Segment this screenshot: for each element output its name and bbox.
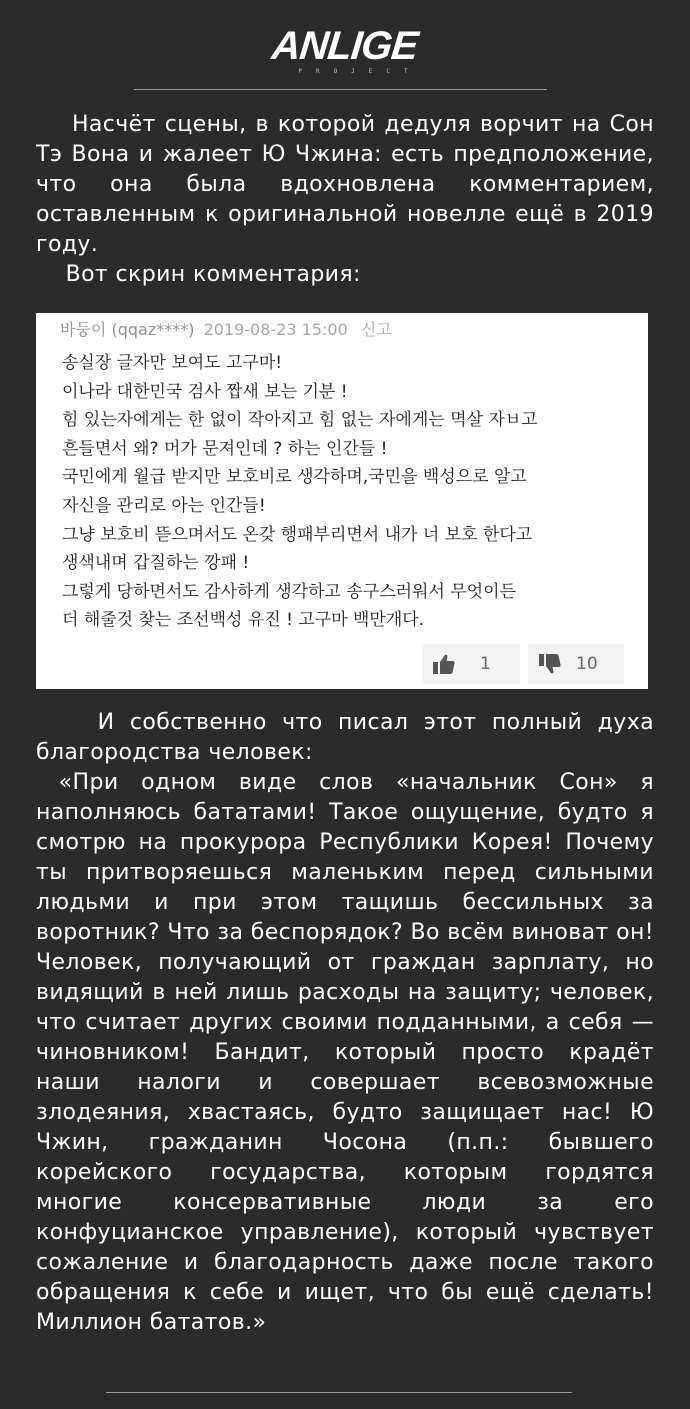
like-button[interactable] bbox=[422, 644, 520, 684]
comment-datetime: 2019-08-23 15:00 bbox=[203, 320, 348, 339]
comment-line: 그냥 보호비 뜯으며서도 온갖 행패부리면서 내가 너 보호 한다고 bbox=[62, 524, 533, 545]
report-link[interactable]: 신고 bbox=[360, 320, 392, 339]
comment-user-id: (qqaz****) bbox=[111, 320, 195, 339]
comment-line: 더 해줄것 찾는 조선백성 유진 ! 고구마 백만개다. bbox=[62, 610, 425, 631]
intro-text bbox=[36, 110, 662, 290]
bottom-divider bbox=[106, 1392, 572, 1393]
comment-line: 흔들면서 왜? 머가 문져인데 ? 하는 인간들 ! bbox=[62, 438, 388, 459]
logo-text: ANLIGE bbox=[270, 24, 420, 68]
comment-username: 바둥이 bbox=[60, 320, 107, 339]
intro-paragraph: Насчёт сцены, в которой дедуля ворчит на Сон Тэ Вона и жалеет Ю Чжина: есть предположение, что она была вдохновлена комментарием, оставленным к оригинальной новелле ещё в 2019 году. bbox=[36, 112, 662, 257]
dislike-button[interactable] bbox=[528, 644, 624, 684]
comment-screenshot bbox=[36, 313, 648, 689]
comment-line: 송실장 글자만 보여도 고구마! bbox=[62, 353, 283, 373]
logo-subtitle: PROJECT bbox=[298, 68, 422, 75]
comment-line: 힘 있는자에게는 한 없이 작아지고 힘 없는 자에게는 멱살 자ㅂ고 bbox=[62, 410, 538, 431]
comment-line: 국민에게 월급 받지만 보호비로 생각하며,국민을 백성으로 알고 bbox=[62, 467, 527, 488]
translation-intro: И собственно что писал этот полный духа благородства человек: bbox=[36, 710, 662, 765]
top-divider bbox=[134, 89, 547, 90]
comment-line: 생색내며 갑질하는 깡패 ! bbox=[62, 553, 250, 574]
translation-quote: «При одном виде слов «начальник Сон» я наполняюсь бататами! Такое ощущение, будто я смотрю на прокурора Республики Корея! Почему ты притворяешься маленьким перед сильными людьми и при этом тащишь бессильных за воротник? Что за беспорядок? Во всём виноват он! Человек, получающий от граждан зарплату, но видящий в ней лишь расходы на защиту; человек, что считает других своими подданными, а себя — чиновником! Бандит, который просто крадёт наши налоги и совершает всевозможные злодеяния, хвастаясь, будто защищает нас! Ю Чжин, гражданин Чосона (п.п.: бывшего корейского государства, которым гордятся многие консервативные люди за его конфуцианское управление), который чувствует сожаление и благодарность даже после такого обращения к себе и ищет, что бы ещё сделать! Миллион бататов.» bbox=[36, 770, 662, 1335]
intro-paragraph-screenshot-note: Вот скрин комментария: bbox=[36, 262, 361, 287]
comment-line: 그렇게 당하면서도 감사하게 생각하고 송구스러워서 무엇이든 bbox=[62, 581, 516, 602]
thumbs-up-icon bbox=[432, 653, 456, 675]
comment-line: 자신을 관리로 아는 인간들! bbox=[62, 495, 266, 516]
translation-text bbox=[36, 708, 662, 1338]
logo bbox=[0, 26, 690, 75]
thumbs-down-icon bbox=[538, 653, 562, 675]
comment-meta bbox=[60, 317, 392, 340]
like-count: 1 bbox=[480, 654, 491, 674]
comment-body bbox=[62, 349, 642, 635]
dislike-count: 10 bbox=[576, 654, 598, 674]
comment-line: 이나라 대한민국 검사 짭새 보는 기분 ! bbox=[62, 381, 348, 402]
